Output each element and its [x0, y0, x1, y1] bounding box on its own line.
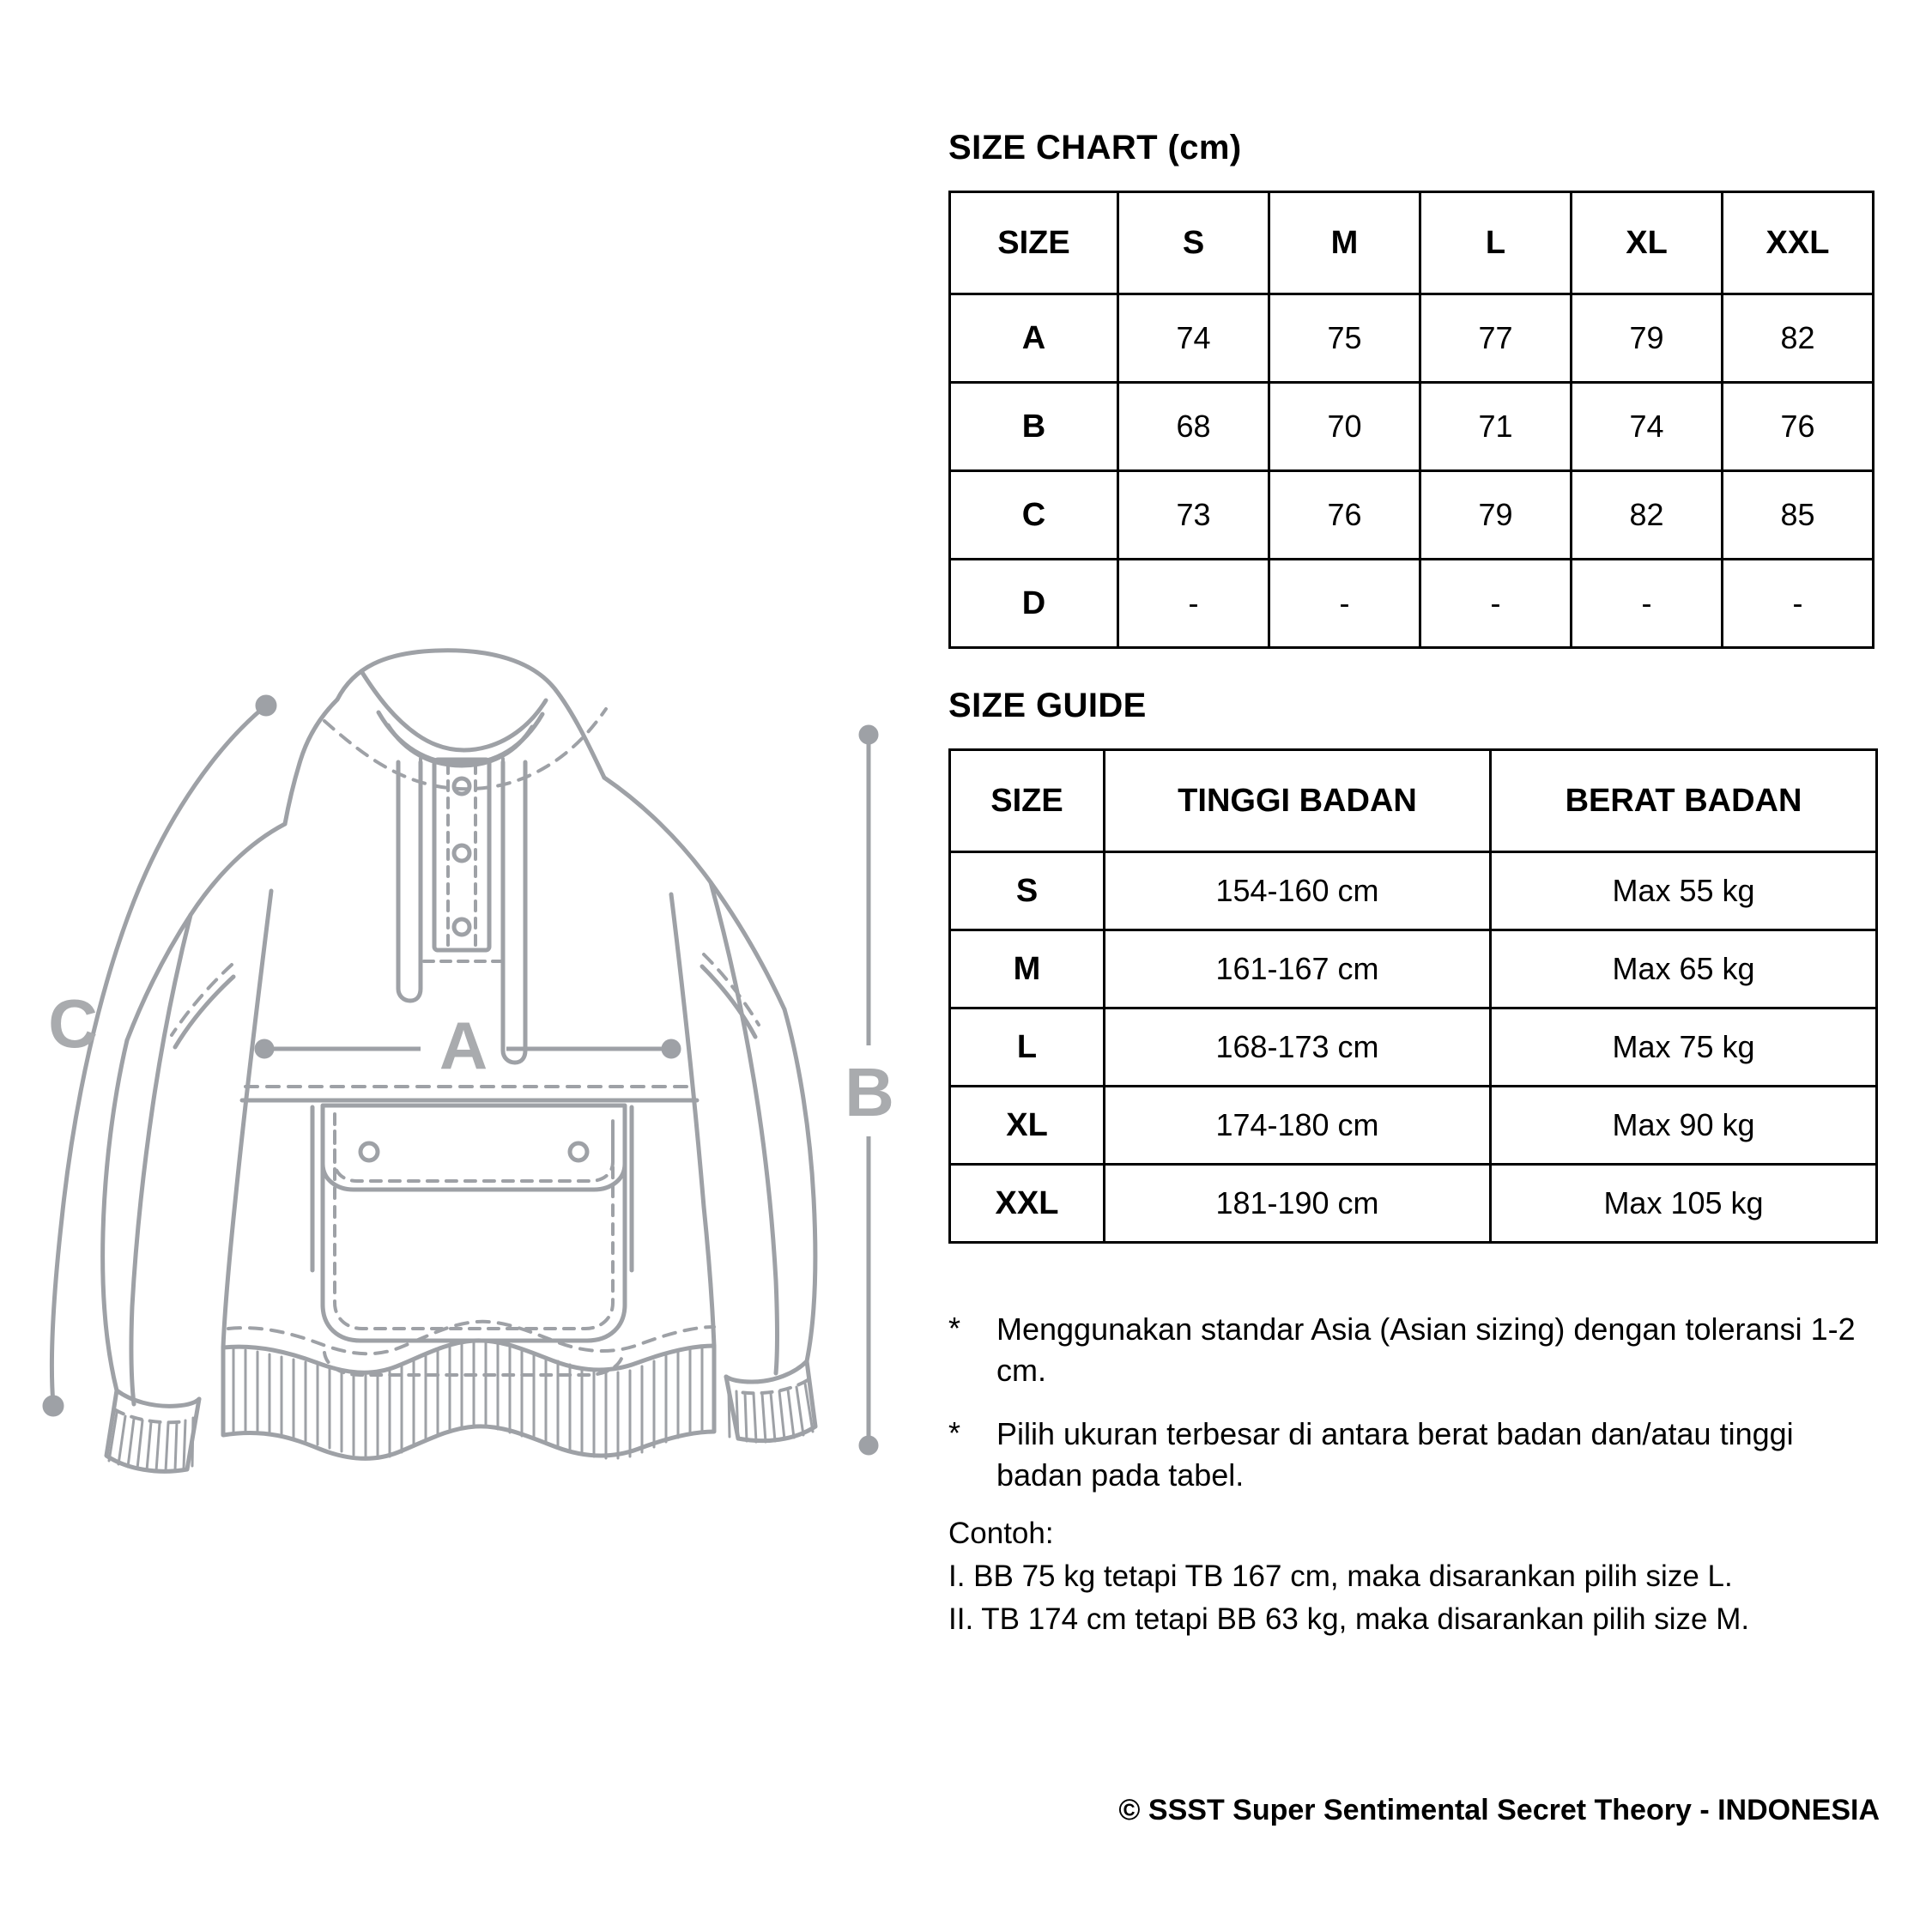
table-row: [950, 852, 1877, 930]
cell-a-xl: 79: [1572, 294, 1723, 383]
cell-b-l: 71: [1420, 383, 1572, 471]
right-sleeve: [711, 882, 815, 1382]
col-header-tinggi-badan: TINGGI BADAN: [1105, 750, 1491, 852]
note-bullet-icon: *: [948, 1415, 961, 1451]
left-cuff: [106, 1390, 199, 1471]
cell-b-s: 68: [1118, 383, 1269, 471]
table-row: [950, 930, 1877, 1008]
measure-label-a: A: [439, 1008, 488, 1083]
cell-d-l: -: [1420, 560, 1572, 648]
col-header-l: L: [1420, 192, 1572, 294]
note-text-choose-largest: Pilih ukuran terbesar di antara berat badan dan/atau tinggi badan pada tabel.: [996, 1416, 1794, 1493]
measure-label-b: B: [845, 1054, 894, 1130]
cell-a-xxl: 82: [1723, 294, 1874, 383]
cell-b-xl: 74: [1572, 383, 1723, 471]
cell-d-xxl: -: [1723, 560, 1874, 648]
cell-c-xxl: 85: [1723, 471, 1874, 560]
table-row: [950, 1087, 1877, 1165]
cell-a-m: 75: [1269, 294, 1420, 383]
garment-technical-drawing: [17, 618, 893, 1528]
copyright-footer: © SSST Super Sentimental Secret Theory - INDONESIA: [1118, 1794, 1880, 1826]
table-row: [950, 294, 1874, 383]
row-label-c: C: [950, 471, 1118, 560]
hood-outline: [285, 651, 604, 824]
size-guide-table: [948, 748, 1878, 1244]
cell-d-s: -: [1118, 560, 1269, 648]
cell-c-l: 79: [1420, 471, 1572, 560]
measure-label-c: C: [48, 985, 98, 1062]
table-row: [950, 560, 1874, 648]
col-header-xl: XL: [1572, 192, 1723, 294]
note-bullet-icon: *: [948, 1311, 961, 1346]
cell-a-l: 77: [1420, 294, 1572, 383]
guide-weight-xl: Max 90 kg: [1491, 1087, 1877, 1165]
guide-height-xl: 174-180 cm: [1105, 1087, 1491, 1165]
table-header-row: [950, 750, 1877, 852]
cell-b-m: 70: [1269, 383, 1420, 471]
guide-size-xxl: XXL: [950, 1165, 1105, 1243]
example-heading: Contoh:: [948, 1517, 1054, 1550]
col-header-size: SIZE: [950, 750, 1105, 852]
measurement-guides: [43, 695, 681, 1416]
table-row: [950, 1165, 1877, 1243]
garment-illustration-panel: [0, 0, 910, 1932]
measure-line-b-group: [824, 704, 944, 1476]
cell-c-s: 73: [1118, 471, 1269, 560]
guide-size-xl: XL: [950, 1087, 1105, 1165]
size-guide-title: SIZE GUIDE: [948, 687, 1147, 724]
row-label-b: B: [950, 383, 1118, 471]
right-cuff: [726, 1361, 815, 1442]
size-chart-table: [948, 191, 1874, 649]
table-row: [950, 383, 1874, 471]
guide-weight-l: Max 75 kg: [1491, 1008, 1877, 1087]
note-item: [948, 1414, 1880, 1496]
row-label-a: A: [950, 294, 1118, 383]
col-header-berat-badan: BERAT BADAN: [1491, 750, 1877, 852]
example-line-2: II. TB 174 cm tetapi BB 63 kg, maka disarankan pilih size M.: [948, 1602, 1750, 1636]
guide-size-s: S: [950, 852, 1105, 930]
left-sleeve-seam: [172, 965, 233, 1047]
guide-height-xxl: 181-190 cm: [1105, 1165, 1491, 1243]
note-item: [948, 1309, 1880, 1391]
example-line-1: I. BB 75 kg tetapi TB 167 cm, maka disarankan pilih size L.: [948, 1560, 1733, 1593]
col-header-xxl: XXL: [1723, 192, 1874, 294]
cell-c-m: 76: [1269, 471, 1420, 560]
guide-height-s: 154-160 cm: [1105, 852, 1491, 930]
notes-section: [948, 1309, 1880, 1518]
col-header-size: SIZE: [950, 192, 1118, 294]
cell-c-xl: 82: [1572, 471, 1723, 560]
guide-weight-xxl: Max 105 kg: [1491, 1165, 1877, 1243]
pocket-snaps: [360, 1143, 587, 1160]
cell-b-xxl: 76: [1723, 383, 1874, 471]
row-label-d: D: [950, 560, 1118, 648]
guide-height-m: 161-167 cm: [1105, 930, 1491, 1008]
table-row: [950, 1008, 1877, 1087]
table-header-row: [950, 192, 1874, 294]
guide-weight-m: Max 65 kg: [1491, 930, 1877, 1008]
guide-size-m: M: [950, 930, 1105, 1008]
table-row: [950, 471, 1874, 560]
content-panel: [948, 0, 1880, 1932]
placket-buttons: [454, 778, 469, 935]
col-header-m: M: [1269, 192, 1420, 294]
guide-height-l: 168-173 cm: [1105, 1008, 1491, 1087]
note-text-asian-sizing: Menggunakan standar Asia (Asian sizing) dengan toleransi 1-2 cm.: [996, 1311, 1856, 1388]
cell-d-xl: -: [1572, 560, 1723, 648]
col-header-s: S: [1118, 192, 1269, 294]
guide-size-l: L: [950, 1008, 1105, 1087]
guide-weight-s: Max 55 kg: [1491, 852, 1877, 930]
cell-d-m: -: [1269, 560, 1420, 648]
cell-a-s: 74: [1118, 294, 1269, 383]
size-chart-title: SIZE CHART (cm): [948, 129, 1242, 167]
kangaroo-pocket: [312, 1105, 632, 1375]
example-section: [948, 1512, 1910, 1641]
